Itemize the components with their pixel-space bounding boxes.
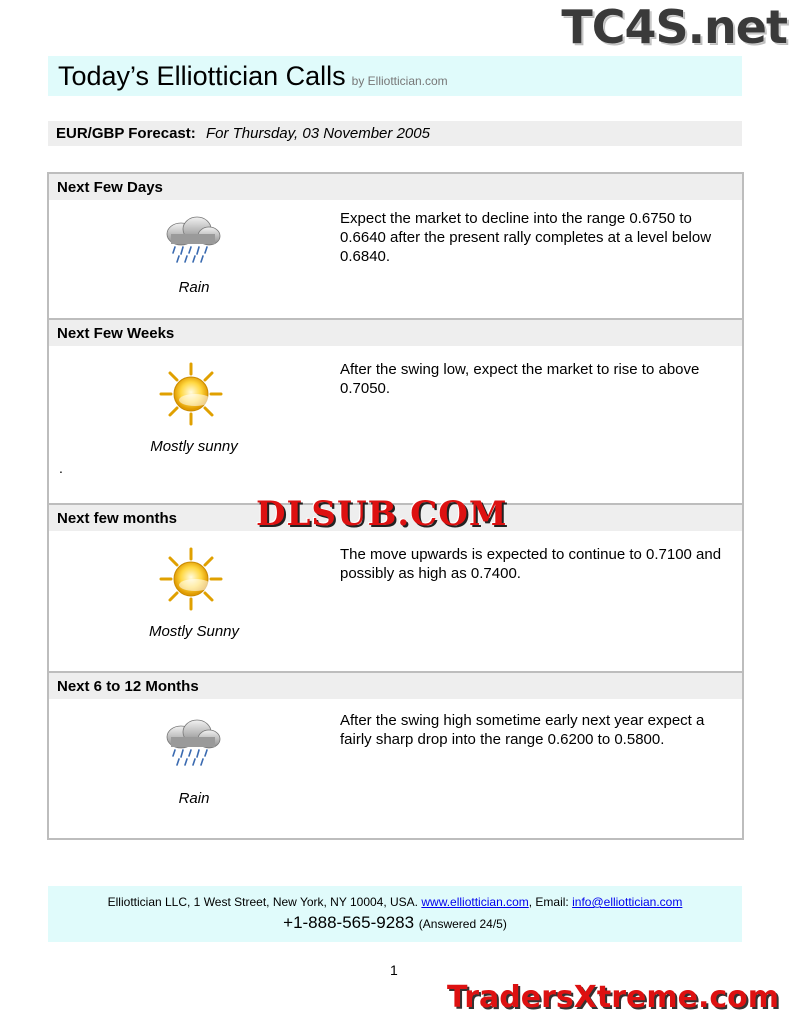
page-title: Today’s Elliottician Calls by Elliottician.com xyxy=(58,61,448,91)
section-heading: Next Few Days xyxy=(49,174,742,200)
section-next-6-to-12-months xyxy=(49,671,742,807)
footer-phone-line xyxy=(48,913,742,933)
rain-cloud-icon xyxy=(159,214,223,264)
section-heading: Next 6 to 12 Months xyxy=(49,671,742,699)
weather-caption: Rain xyxy=(178,279,210,296)
watermark-middle: DLSUB.COM xyxy=(256,494,508,534)
watermark-top: TC4S.net xyxy=(561,0,787,54)
sun-icon xyxy=(159,547,223,611)
email-link[interactable]: info@elliottician.com xyxy=(572,895,683,909)
weather-caption: Rain xyxy=(178,790,210,807)
footer xyxy=(48,886,742,942)
website-link[interactable]: www.elliottician.com xyxy=(421,895,529,909)
stray-dot: . xyxy=(59,460,63,476)
page-header xyxy=(48,56,742,96)
section-text: After the swing high sometime early next year expect a fairly sharp drop into the range 0.6200 to 0.5800. xyxy=(340,712,705,748)
section-heading: Next few months xyxy=(49,503,742,531)
section-next-few-days xyxy=(49,174,742,296)
weather-caption: Mostly Sunny xyxy=(148,623,240,640)
page-number: 1 xyxy=(390,962,398,978)
section-heading: Next Few Weeks xyxy=(49,318,742,346)
section-text: The move upwards is expected to continue to 0.7100 and possibly as high as 0.7400. xyxy=(340,546,722,582)
weather-caption: Mostly sunny xyxy=(150,438,238,455)
phone-number: +1-888-565-9283 xyxy=(283,913,415,932)
byline: by Elliottician.com xyxy=(351,74,448,88)
forecast-bar xyxy=(48,121,742,146)
sun-icon xyxy=(159,362,223,426)
section-next-few-weeks xyxy=(49,318,742,476)
section-text: After the swing low, expect the market to rise to above 0.7050. xyxy=(340,361,700,397)
section-text: Expect the market to decline into the range 0.6750 to 0.6640 after the present rally completes at a level below 0.6840. xyxy=(340,210,712,265)
phone-note: (Answered 24/5) xyxy=(418,917,507,931)
rain-cloud-icon xyxy=(159,717,223,767)
footer-contact xyxy=(48,895,742,909)
watermark-bottom: TradersXtreme.com xyxy=(447,980,779,1015)
email-label: , Email: xyxy=(528,895,569,909)
footer-address: Elliottician LLC, 1 West Street, New York, NY 10004, USA. xyxy=(107,895,419,909)
forecast-date: For Thursday, 03 November 2005 xyxy=(205,125,430,142)
forecast-label: EUR/GBP Forecast: xyxy=(56,125,196,142)
